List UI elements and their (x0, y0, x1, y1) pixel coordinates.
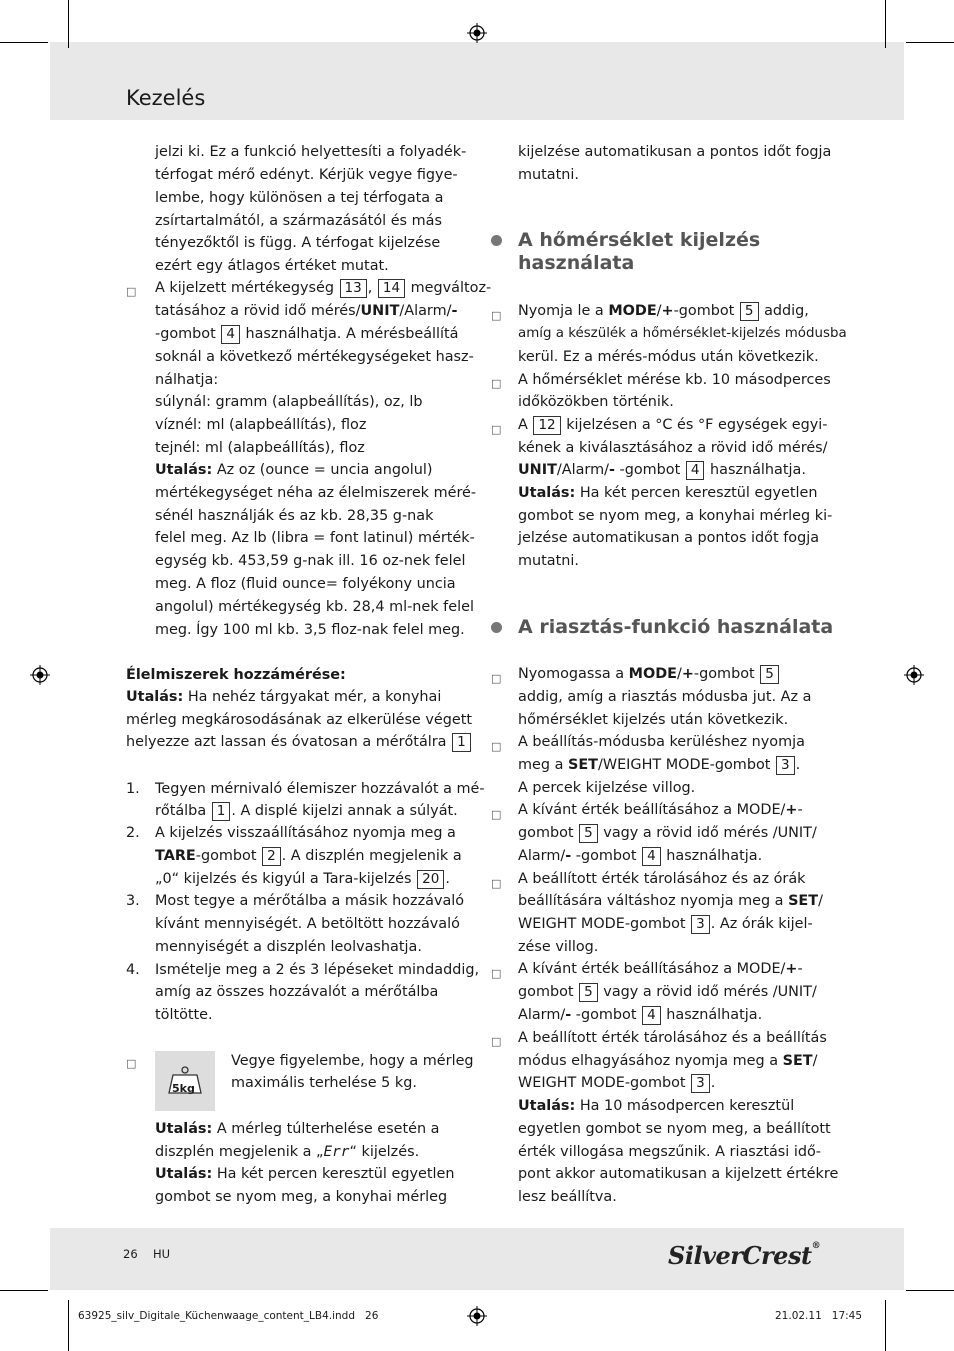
text: Ha két percen keresztül egyetlen (579, 485, 818, 501)
paragraph-line: A beállítás-módusba kerüléshez nyomja (518, 734, 805, 750)
paragraph-line (518, 300, 809, 323)
paragraph-line: térfogat mérő edényt. Kérjük vegye figye- (155, 167, 458, 183)
paragraph-line: gombot se nyom meg, a konyhai mérleg ki- (518, 508, 833, 524)
text: használhatja. A mérésbeállítá (245, 326, 459, 342)
paragraph-line: Vegye figyelembe, hogy a mérleg (231, 1053, 474, 1069)
paragraph-line: töltötte. (155, 1007, 213, 1023)
language-code: HU (153, 1247, 171, 1261)
text: helyezze azt lassan és óvatosan a mérőtálra (126, 734, 447, 750)
paragraph-line: A kijelzés visszaállításához nyomja meg a (155, 825, 456, 841)
registration-mark-icon (467, 1306, 487, 1326)
text: vagy a rövid idő mérés /UNIT/ (603, 984, 817, 1000)
text: / (818, 893, 823, 909)
page-title: Kezelés (126, 86, 206, 110)
paragraph-line: pont akkor automatikusan a kijelzett értékre (518, 1166, 839, 1182)
text: - (797, 802, 803, 818)
key-name: MODE (628, 666, 677, 682)
text: -gombot (575, 848, 637, 864)
step-number: 4. (126, 962, 140, 978)
ref-number: 4 (221, 325, 240, 344)
note-label: Utalás: (518, 485, 576, 501)
text: addig, (764, 303, 809, 319)
ref-number: 1 (452, 733, 471, 752)
text: -gombot (575, 1007, 637, 1023)
section-heading: Élelmiszerek hozzámérése: (126, 667, 346, 683)
text: / (812, 1053, 818, 1069)
paragraph-line: A beállított érték tárolásához és az órák (518, 871, 806, 887)
bullet-square-icon: □ (491, 309, 502, 322)
paragraph-line: kívánt mennyiségét. A betöltött hozzávaló (155, 916, 460, 932)
key-name: - (565, 1007, 572, 1023)
paragraph-line: zsírtartalmától, a származásától és más (155, 213, 442, 229)
paragraph-line (518, 1050, 817, 1073)
crop-mark (0, 1290, 48, 1291)
text: , (367, 280, 373, 296)
section-heading: használata (518, 252, 635, 274)
registration-mark-icon (467, 23, 487, 43)
text: / (656, 303, 662, 319)
paragraph-line (518, 1072, 715, 1095)
text: Ha két percen keresztül egyetlen (216, 1166, 455, 1182)
heading-bullet-icon (491, 622, 502, 633)
text: gombot (518, 825, 574, 841)
step-number: 2. (126, 825, 140, 841)
paragraph-line: mennyiségét a diszplén leolvashatja. (155, 939, 422, 955)
bullet-square-icon: □ (126, 285, 137, 298)
paragraph-line: kerül. Ez a mérés-módus után következik. (518, 349, 819, 365)
text: használhatja. (666, 848, 763, 864)
bullet-square-icon: □ (491, 672, 502, 685)
ref-number: 5 (579, 824, 598, 843)
paragraph-line: időközökben történik. (518, 394, 674, 410)
paragraph-line (518, 890, 823, 913)
paragraph-line: Most tegye a mérőtálba a másik hozzávaló (155, 893, 465, 909)
brand-reg-mark: ® (811, 1241, 821, 1251)
text: beállítására váltáshoz nyomja meg a (518, 893, 784, 909)
key-name: + (785, 802, 798, 818)
text: A kívánt érték beállításához a MODE/ (518, 961, 786, 977)
crop-mark (68, 1300, 69, 1351)
bullet-square-icon: □ (491, 740, 502, 753)
crop-mark (906, 42, 954, 43)
paragraph-line: felel meg. Az lb (libra = font latinul) mérték- (155, 530, 475, 546)
text: WEIGHT MODE-gombot (518, 1075, 686, 1091)
text: “ kijelzés. (349, 1144, 420, 1160)
paragraph-line (155, 323, 458, 346)
ref-number: 3 (691, 1074, 710, 1093)
paragraph-line: jelzése automatikusan a pontos időt fogja (518, 530, 820, 546)
text: . (445, 871, 450, 887)
bullet-square-icon: □ (491, 377, 502, 390)
text: „0“ kijelzés és kigyúl a Tara-kijelzés (155, 871, 412, 887)
text: -gombot (195, 848, 257, 864)
paragraph-line: súlynál: gramm (alapbeállítás), oz, lb (155, 394, 423, 410)
paragraph-line: zése villog. (518, 939, 599, 955)
paragraph-line: amíg az összes hozzávalót a mérőtálba (155, 984, 439, 1000)
paragraph-line (518, 981, 817, 1004)
paragraph-line (518, 845, 762, 868)
paragraph-line (155, 300, 457, 323)
paragraph-line: maximális terhelése 5 kg. (231, 1075, 417, 1091)
paragraph-line: angolul) mértékegység kb. 28,4 ml-nek felel (155, 599, 474, 615)
key-name: UNIT (518, 462, 557, 478)
paragraph-line (155, 800, 458, 823)
ref-number: 2 (262, 847, 281, 866)
key-name: TARE (155, 848, 196, 864)
heading-bullet-icon (491, 235, 502, 246)
note-label: Utalás: (155, 1166, 213, 1182)
crop-mark (906, 1290, 954, 1291)
paragraph-line: amíg a készülék a hőmérséklet-kijelzés módusba (518, 326, 847, 341)
paragraph-line: kének a kiválasztásához a rövid idő mérés/ (518, 440, 828, 456)
note-label: Utalás: (126, 689, 184, 705)
paragraph-line (155, 845, 462, 868)
paragraph-line: nálhatja: (155, 372, 219, 388)
paragraph-line (518, 414, 827, 437)
paragraph-line: Tegyen mérnivaló élemiszer hozzávalót a mé- (155, 781, 485, 797)
registration-mark-icon (904, 665, 924, 685)
key-name: - (451, 303, 458, 319)
crop-mark (885, 1300, 886, 1351)
text: . (710, 1075, 716, 1091)
paragraph-line (155, 1118, 439, 1141)
paragraph-line (518, 482, 817, 505)
paragraph-line (518, 1095, 794, 1118)
paragraph-line: addig, amíg a riasztás módusba jut. Az a (518, 689, 812, 705)
page-number: 26 (123, 1247, 138, 1261)
section-heading: A hőmérséklet kijelzés (518, 229, 761, 251)
paragraph-line (518, 1004, 762, 1027)
weight-label: 5kg (172, 1082, 195, 1095)
key-name: UNIT (360, 303, 400, 319)
bullet-square-icon: □ (491, 967, 502, 980)
paragraph-line (518, 913, 813, 936)
paragraph-line: tejnél: ml (alapbeállítás), floz (155, 440, 365, 456)
text: Nyomogassa a (518, 666, 625, 682)
text: gombot (518, 984, 574, 1000)
paragraph-line: A percek kijelzése villog. (518, 780, 696, 796)
text: Alarm/ (518, 1007, 566, 1023)
bullet-square-icon: □ (491, 877, 502, 890)
paragraph-line (155, 277, 491, 300)
bullet-square-icon: □ (491, 1035, 502, 1048)
brand-text: Silver (668, 1241, 743, 1270)
text: WEIGHT MODE-gombot (518, 916, 686, 932)
ref-number: 20 (417, 870, 444, 889)
print-slug-file: 63925_silv_Digitale_Küchenwaage_content_LB4.indd 26 (78, 1310, 379, 1322)
paragraph-line (155, 1163, 454, 1186)
ref-number: 13 (340, 279, 367, 298)
paragraph-line: meg. A floz (fluid ounce= folyékony uncia (155, 576, 456, 592)
text: . (795, 757, 801, 773)
text: Nyomja le a (518, 303, 604, 319)
key-name: + (661, 303, 674, 319)
text: . A diszplén megjelenik a (281, 848, 462, 864)
paragraph-line: meg. Így 100 ml kb. 3,5 floz-nak felel meg. (155, 622, 465, 638)
paragraph-line (155, 459, 433, 482)
print-slug-date: 21.02.11 17:45 (775, 1310, 863, 1322)
text: /Alarm/ (556, 462, 609, 478)
text: kijelzésen a °C és °F egységek egyi- (566, 417, 828, 433)
text: megváltoz- (410, 280, 492, 296)
text: / (677, 666, 682, 682)
paragraph-line: egység kb. 453,59 g-nak ill. 16 oz-nek felel (155, 553, 466, 569)
text: A kijelzett mértékegység (155, 280, 334, 296)
ref-number: 4 (686, 461, 705, 480)
key-name: SET (567, 757, 598, 773)
key-name: MODE (608, 303, 657, 319)
paragraph-line: mértékegységet néha az élelmiszerek méré- (155, 485, 477, 501)
key-name: + (785, 961, 798, 977)
text: Alarm/ (518, 848, 566, 864)
paragraph-line (155, 868, 450, 891)
ref-number: 3 (691, 915, 710, 934)
text: -gombot (673, 303, 735, 319)
weight-icon (155, 1051, 215, 1111)
ref-number: 12 (533, 416, 560, 435)
paragraph-line: hőmérséklet kijelzés után következik. (518, 712, 789, 728)
bullet-square-icon: □ (491, 423, 502, 436)
ref-number: 3 (776, 756, 795, 775)
text: meg a (518, 757, 564, 773)
text: . Az órák kijel- (710, 916, 813, 932)
text: rőtálba (155, 803, 207, 819)
paragraph-line: ezért egy átlagos értéket mutat. (155, 258, 389, 274)
key-name: SET (788, 893, 819, 909)
paragraph-line (518, 799, 803, 822)
text: /WEIGHT MODE-gombot (598, 757, 771, 773)
text: -gombot (619, 462, 681, 478)
text: módus elhagyásához nyomja meg a (518, 1053, 779, 1069)
brand-text: Crest (742, 1241, 812, 1270)
paragraph-line: A beállított érték tárolásához és a beállítás (518, 1030, 827, 1046)
paragraph-line (155, 1141, 419, 1164)
key-name: SET (782, 1053, 813, 1069)
paragraph-line: víznél: ml (alapbeállítás), floz (155, 417, 367, 433)
paragraph-line: lesz beállítva. (518, 1189, 617, 1205)
note-label: Utalás: (155, 1121, 213, 1137)
crop-mark (885, 0, 886, 48)
paragraph-line (518, 822, 817, 845)
text: használhatja. (666, 1007, 763, 1023)
note-label: Utalás: (155, 462, 213, 478)
text: . A displé kijelzi annak a súlyát. (231, 803, 458, 819)
paragraph-line: kijelzése automatikusan a pontos időt fogja (518, 144, 832, 160)
note-label: Utalás: (518, 1098, 576, 1114)
text: Ha nehéz tárgyakat mér, a konyhai (187, 689, 442, 705)
text: /Alarm/ (399, 303, 452, 319)
bullet-square-icon: □ (126, 1057, 137, 1070)
paragraph-line: Ismételje meg a 2 és 3 lépéseket mindaddig, (155, 962, 480, 978)
paragraph-line: gombot se nyom meg, a konyhai mérleg (155, 1189, 448, 1205)
paragraph-line (518, 459, 806, 482)
crop-mark (68, 0, 69, 48)
bullet-square-icon: □ (491, 808, 502, 821)
ref-number: 1 (212, 802, 231, 821)
step-number: 1. (126, 781, 140, 797)
paragraph-line (126, 686, 441, 709)
paragraph-line (518, 958, 803, 981)
registration-mark-icon (30, 665, 50, 685)
text: használhatja. (710, 462, 806, 478)
paragraph-line: mutatni. (518, 167, 579, 183)
paragraph-line: sénél használják és az kb. 28,35 g-nak (155, 508, 434, 524)
text: vagy a rövid idő mérés /UNIT/ (603, 825, 817, 841)
text: A mérleg túlterhelése esetén a (216, 1121, 440, 1137)
paragraph-line (518, 663, 780, 686)
section-heading: A riasztás-funkció használata (518, 616, 834, 638)
ref-number: 4 (642, 847, 661, 866)
paragraph-line: jelzi ki. Ez a funkció helyettesíti a folyadék- (155, 144, 467, 160)
ref-number: 5 (760, 665, 779, 684)
crop-mark (0, 42, 48, 43)
paragraph-line: A hőmérséklet mérése kb. 10 másodperces (518, 372, 831, 388)
text: Az oz (ounce = uncia angolul) (216, 462, 433, 478)
key-name: - (565, 848, 572, 864)
paragraph-line: érték villogása megszűnik. A riasztási idő- (518, 1144, 821, 1160)
text: diszplén megjelenik a „ (155, 1144, 324, 1160)
paragraph-line: soknál a következő mértékegységeket hasz- (155, 349, 474, 365)
text: - (797, 961, 803, 977)
brand-logo (668, 1241, 820, 1270)
ref-number: 4 (642, 1006, 661, 1025)
paragraph-line: egyetlen gombot se nyom meg, a beállított (518, 1121, 831, 1137)
paragraph-line: mutatni. (518, 553, 579, 569)
paragraph-line (126, 731, 472, 754)
ref-number: 14 (378, 279, 405, 298)
text: -gombot (693, 666, 755, 682)
key-name: - (608, 462, 615, 478)
text: A kívánt érték beállításához a MODE/ (518, 802, 786, 818)
text: tatásához a rövid idő mérés/ (155, 303, 361, 319)
text: -gombot (155, 326, 216, 342)
ref-number: 5 (579, 983, 598, 1002)
paragraph-line: lembe, hogy különösen a tej térfogata a (155, 190, 444, 206)
text: A (518, 417, 528, 433)
text: Ha 10 másodpercen keresztül (579, 1098, 795, 1114)
paragraph-line (518, 754, 800, 777)
key-name: + (681, 666, 694, 682)
ref-number: 5 (740, 302, 759, 321)
error-code: Err (323, 1144, 350, 1160)
paragraph-line: mérleg megkárosodásának az elkerülése végett (126, 712, 473, 728)
step-number: 3. (126, 893, 140, 909)
paragraph-line: tényezőktől is függ. A térfogat kijelzése (155, 235, 441, 251)
